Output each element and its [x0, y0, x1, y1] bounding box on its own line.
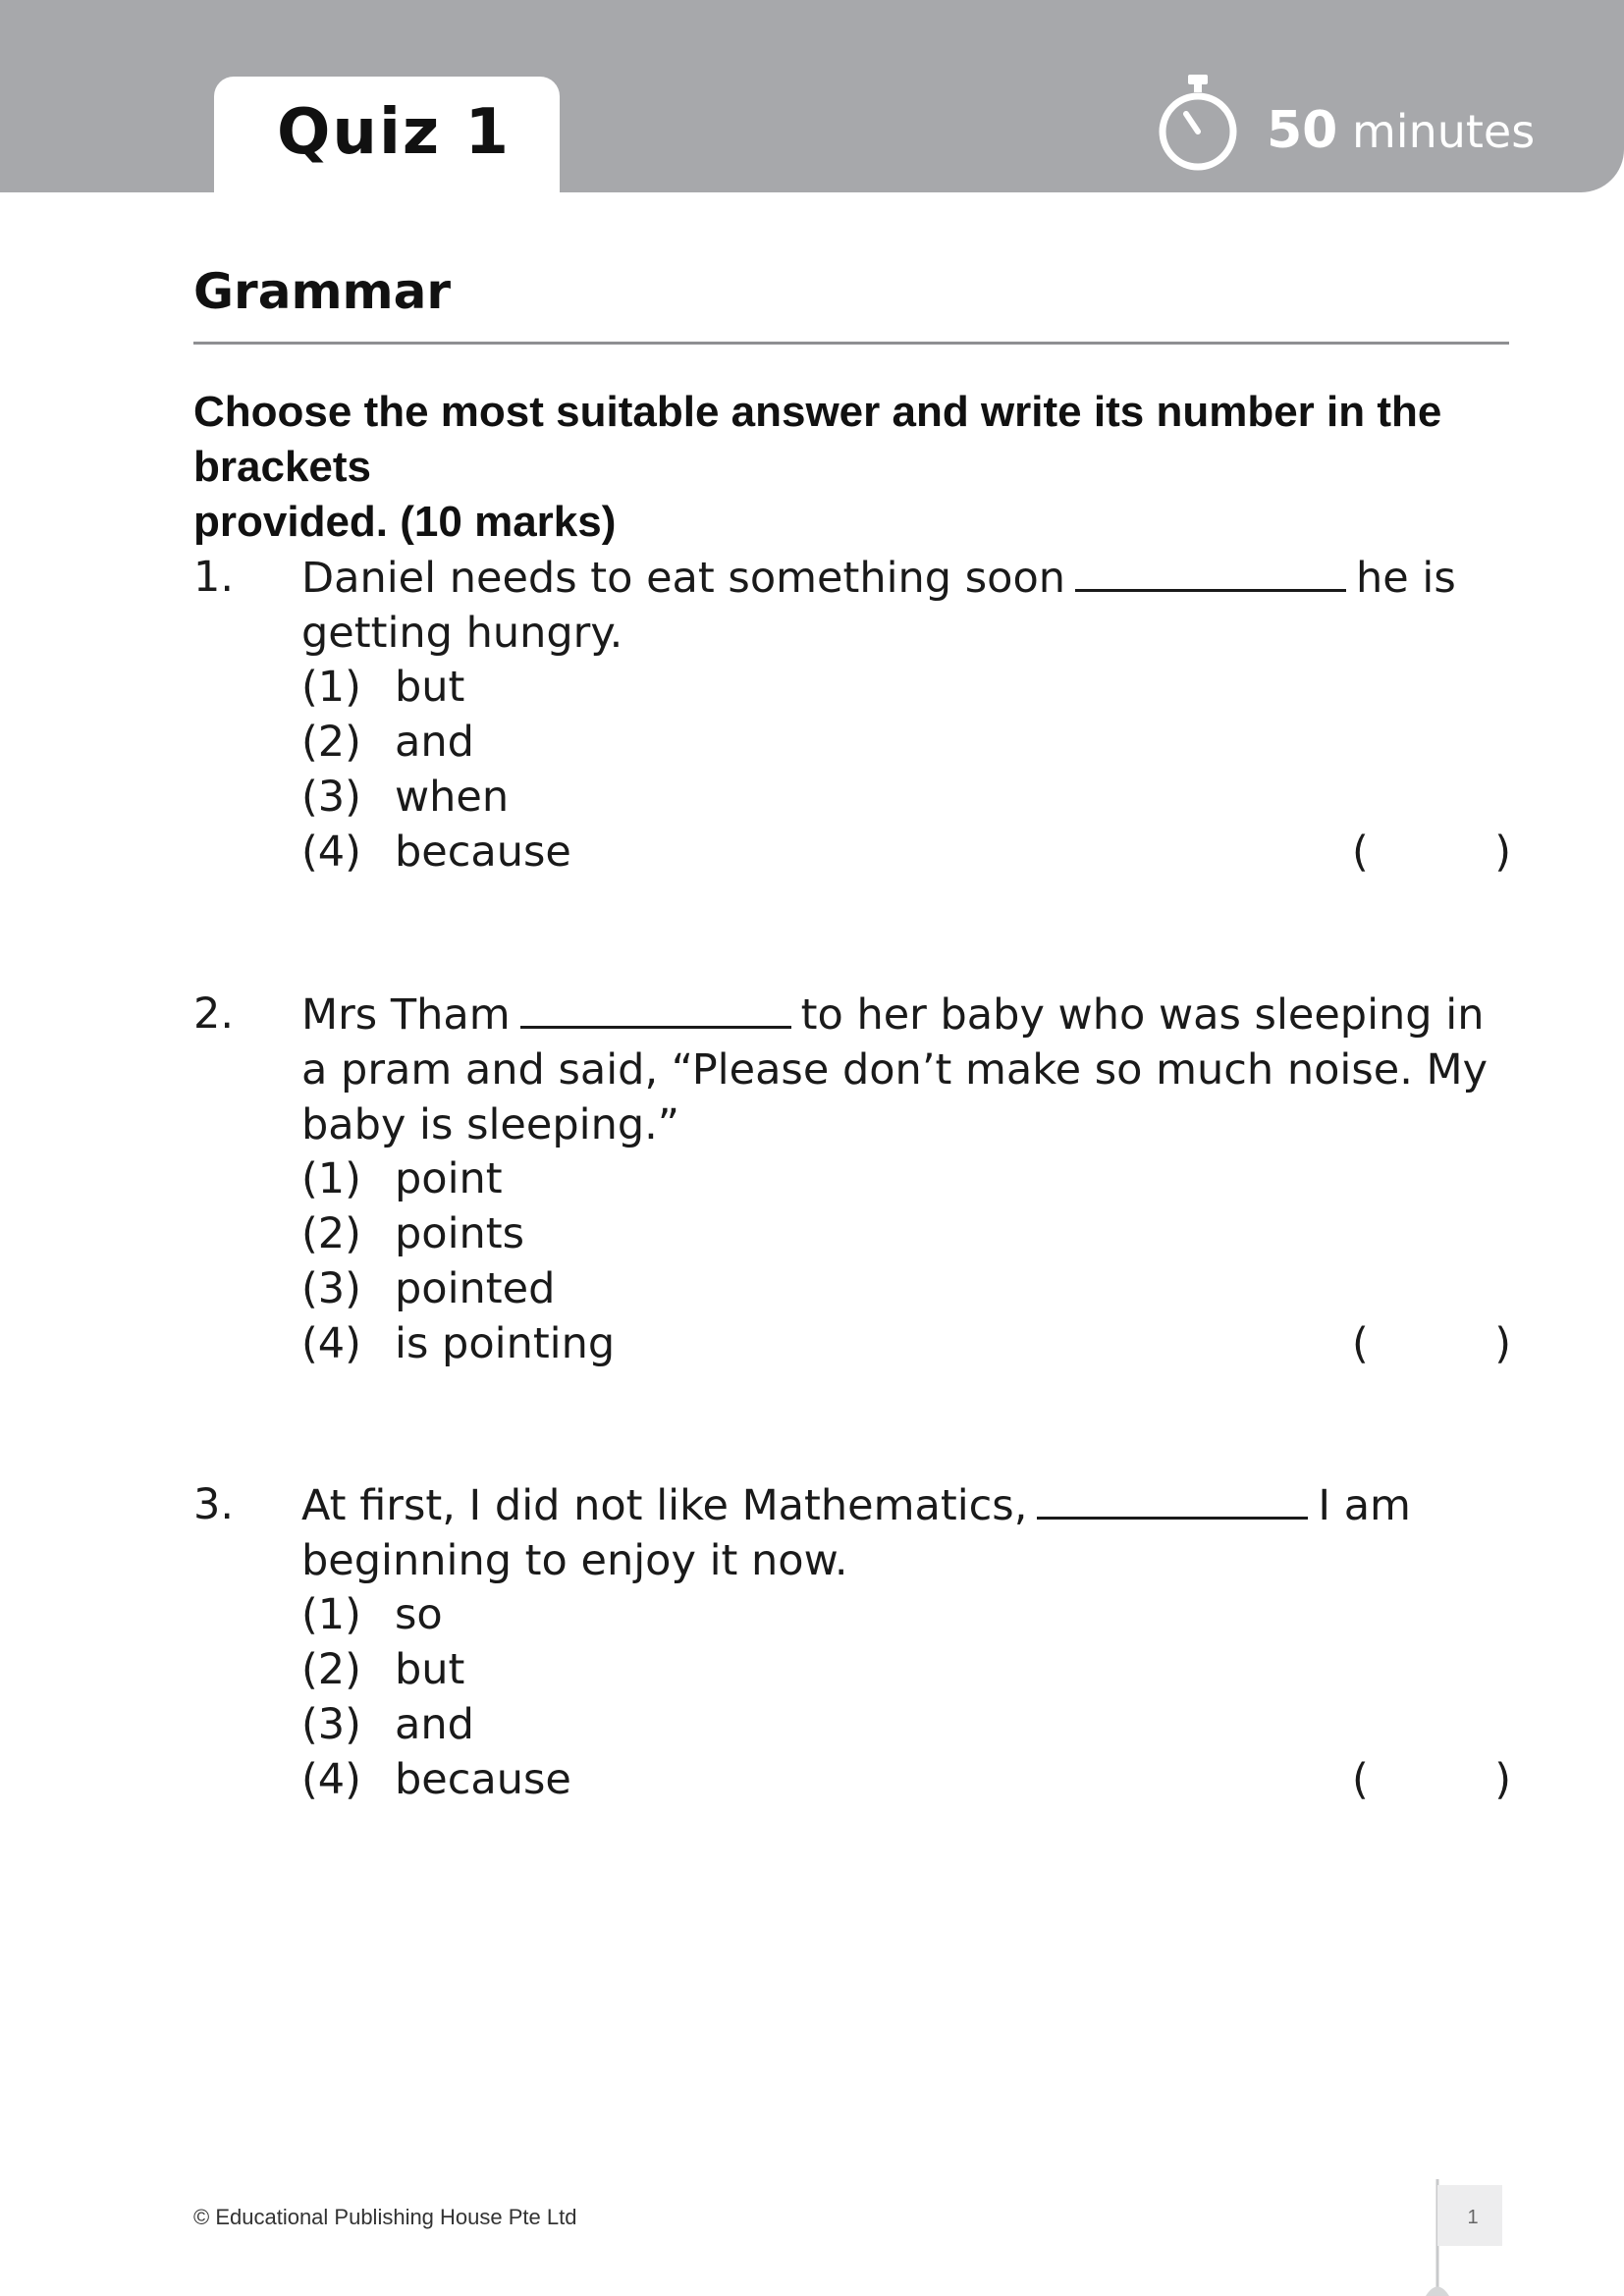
option — [301, 1316, 694, 1371]
question-text-line: baby is sleeping.” — [301, 1100, 680, 1149]
page-number: 1 — [1467, 2207, 1479, 2228]
option-text: points — [395, 1209, 525, 1258]
option-number: (2) — [301, 1645, 361, 1694]
question-text-line: beginning to enjoy it now. — [301, 1536, 848, 1585]
question-text — [301, 987, 1511, 1152]
option — [301, 1642, 694, 1697]
bracket-right: ) — [1494, 828, 1511, 877]
bracket-right: ) — [1494, 1319, 1511, 1368]
question-text-after: I am — [1318, 1481, 1411, 1530]
option — [301, 1587, 694, 1642]
option — [301, 770, 694, 825]
option — [301, 1697, 694, 1752]
option-text: point — [395, 1154, 503, 1203]
option-number: (3) — [301, 1264, 361, 1313]
question-number: 2. — [193, 989, 235, 1039]
option-number: (4) — [301, 828, 361, 877]
option-number: (1) — [301, 1590, 361, 1639]
option — [301, 1206, 694, 1261]
bracket-left: ( — [1352, 1755, 1369, 1804]
answer-bracket[interactable] — [1352, 825, 1511, 880]
option-text: because — [395, 1755, 571, 1804]
option-text: and — [395, 1700, 474, 1749]
option-text: pointed — [395, 1264, 556, 1313]
bracket-right: ) — [1494, 1755, 1511, 1804]
answer-blank — [520, 987, 791, 1029]
option — [301, 825, 694, 880]
section-title: Grammar — [193, 263, 452, 320]
section-divider — [193, 342, 1509, 345]
time-unit: minutes — [1352, 105, 1536, 158]
question-number: 3. — [193, 1480, 235, 1529]
answer-bracket[interactable] — [1352, 1316, 1511, 1371]
option-number: (3) — [301, 1700, 361, 1749]
question-text — [301, 550, 1511, 661]
instruction-line: Choose the most suitable answer and write its number in the brackets — [193, 388, 1442, 491]
question-text-after: he is — [1356, 554, 1456, 603]
options-list — [301, 660, 694, 880]
question-text — [301, 1477, 1511, 1588]
option-text: because — [395, 828, 571, 877]
answer-blank — [1075, 550, 1346, 592]
question-number: 1. — [193, 553, 235, 602]
option-text: so — [395, 1590, 443, 1639]
instruction — [193, 385, 1529, 550]
stopwatch-icon — [1157, 71, 1239, 175]
page-flag-icon — [1426, 2179, 1504, 2296]
question-text-before: At first, I did not like Mathematics, — [301, 1481, 1028, 1530]
option-number: (1) — [301, 1154, 361, 1203]
bracket-left: ( — [1352, 1319, 1369, 1368]
answer-bracket[interactable] — [1352, 1752, 1511, 1807]
question-text-before: Daniel needs to eat something soon — [301, 554, 1066, 603]
option — [301, 1261, 694, 1316]
option-text: and — [395, 718, 474, 767]
options-list — [301, 1151, 694, 1371]
options-list — [301, 1587, 694, 1807]
question-text-before: Mrs Tham — [301, 990, 511, 1040]
option-number: (4) — [301, 1319, 361, 1368]
option-text: but — [395, 663, 465, 712]
option-text: when — [395, 773, 510, 822]
option-text: is pointing — [395, 1319, 616, 1368]
bracket-left: ( — [1352, 828, 1369, 877]
option — [301, 660, 694, 715]
answer-blank — [1037, 1477, 1308, 1520]
option — [301, 1752, 694, 1807]
option-number: (1) — [301, 663, 361, 712]
option-number: (4) — [301, 1755, 361, 1804]
time-number: 50 — [1267, 101, 1338, 160]
question-text-line: getting hungry. — [301, 609, 623, 658]
option-text: but — [395, 1645, 465, 1694]
instruction-line: provided. (10 marks) — [193, 498, 617, 546]
copyright-notice: © Educational Publishing House Pte Ltd — [193, 2205, 577, 2229]
question-text-after: to her baby who was sleeping in — [800, 990, 1485, 1040]
time-limit — [1267, 101, 1535, 160]
option-number: (2) — [301, 1209, 361, 1258]
question-text-line: a pram and said, “Please don’t make so much noise. My — [301, 1045, 1489, 1095]
option-number: (3) — [301, 773, 361, 822]
option — [301, 715, 694, 770]
option — [301, 1151, 694, 1206]
quiz-title: Quiz 1 — [277, 96, 511, 169]
option-number: (2) — [301, 718, 361, 767]
